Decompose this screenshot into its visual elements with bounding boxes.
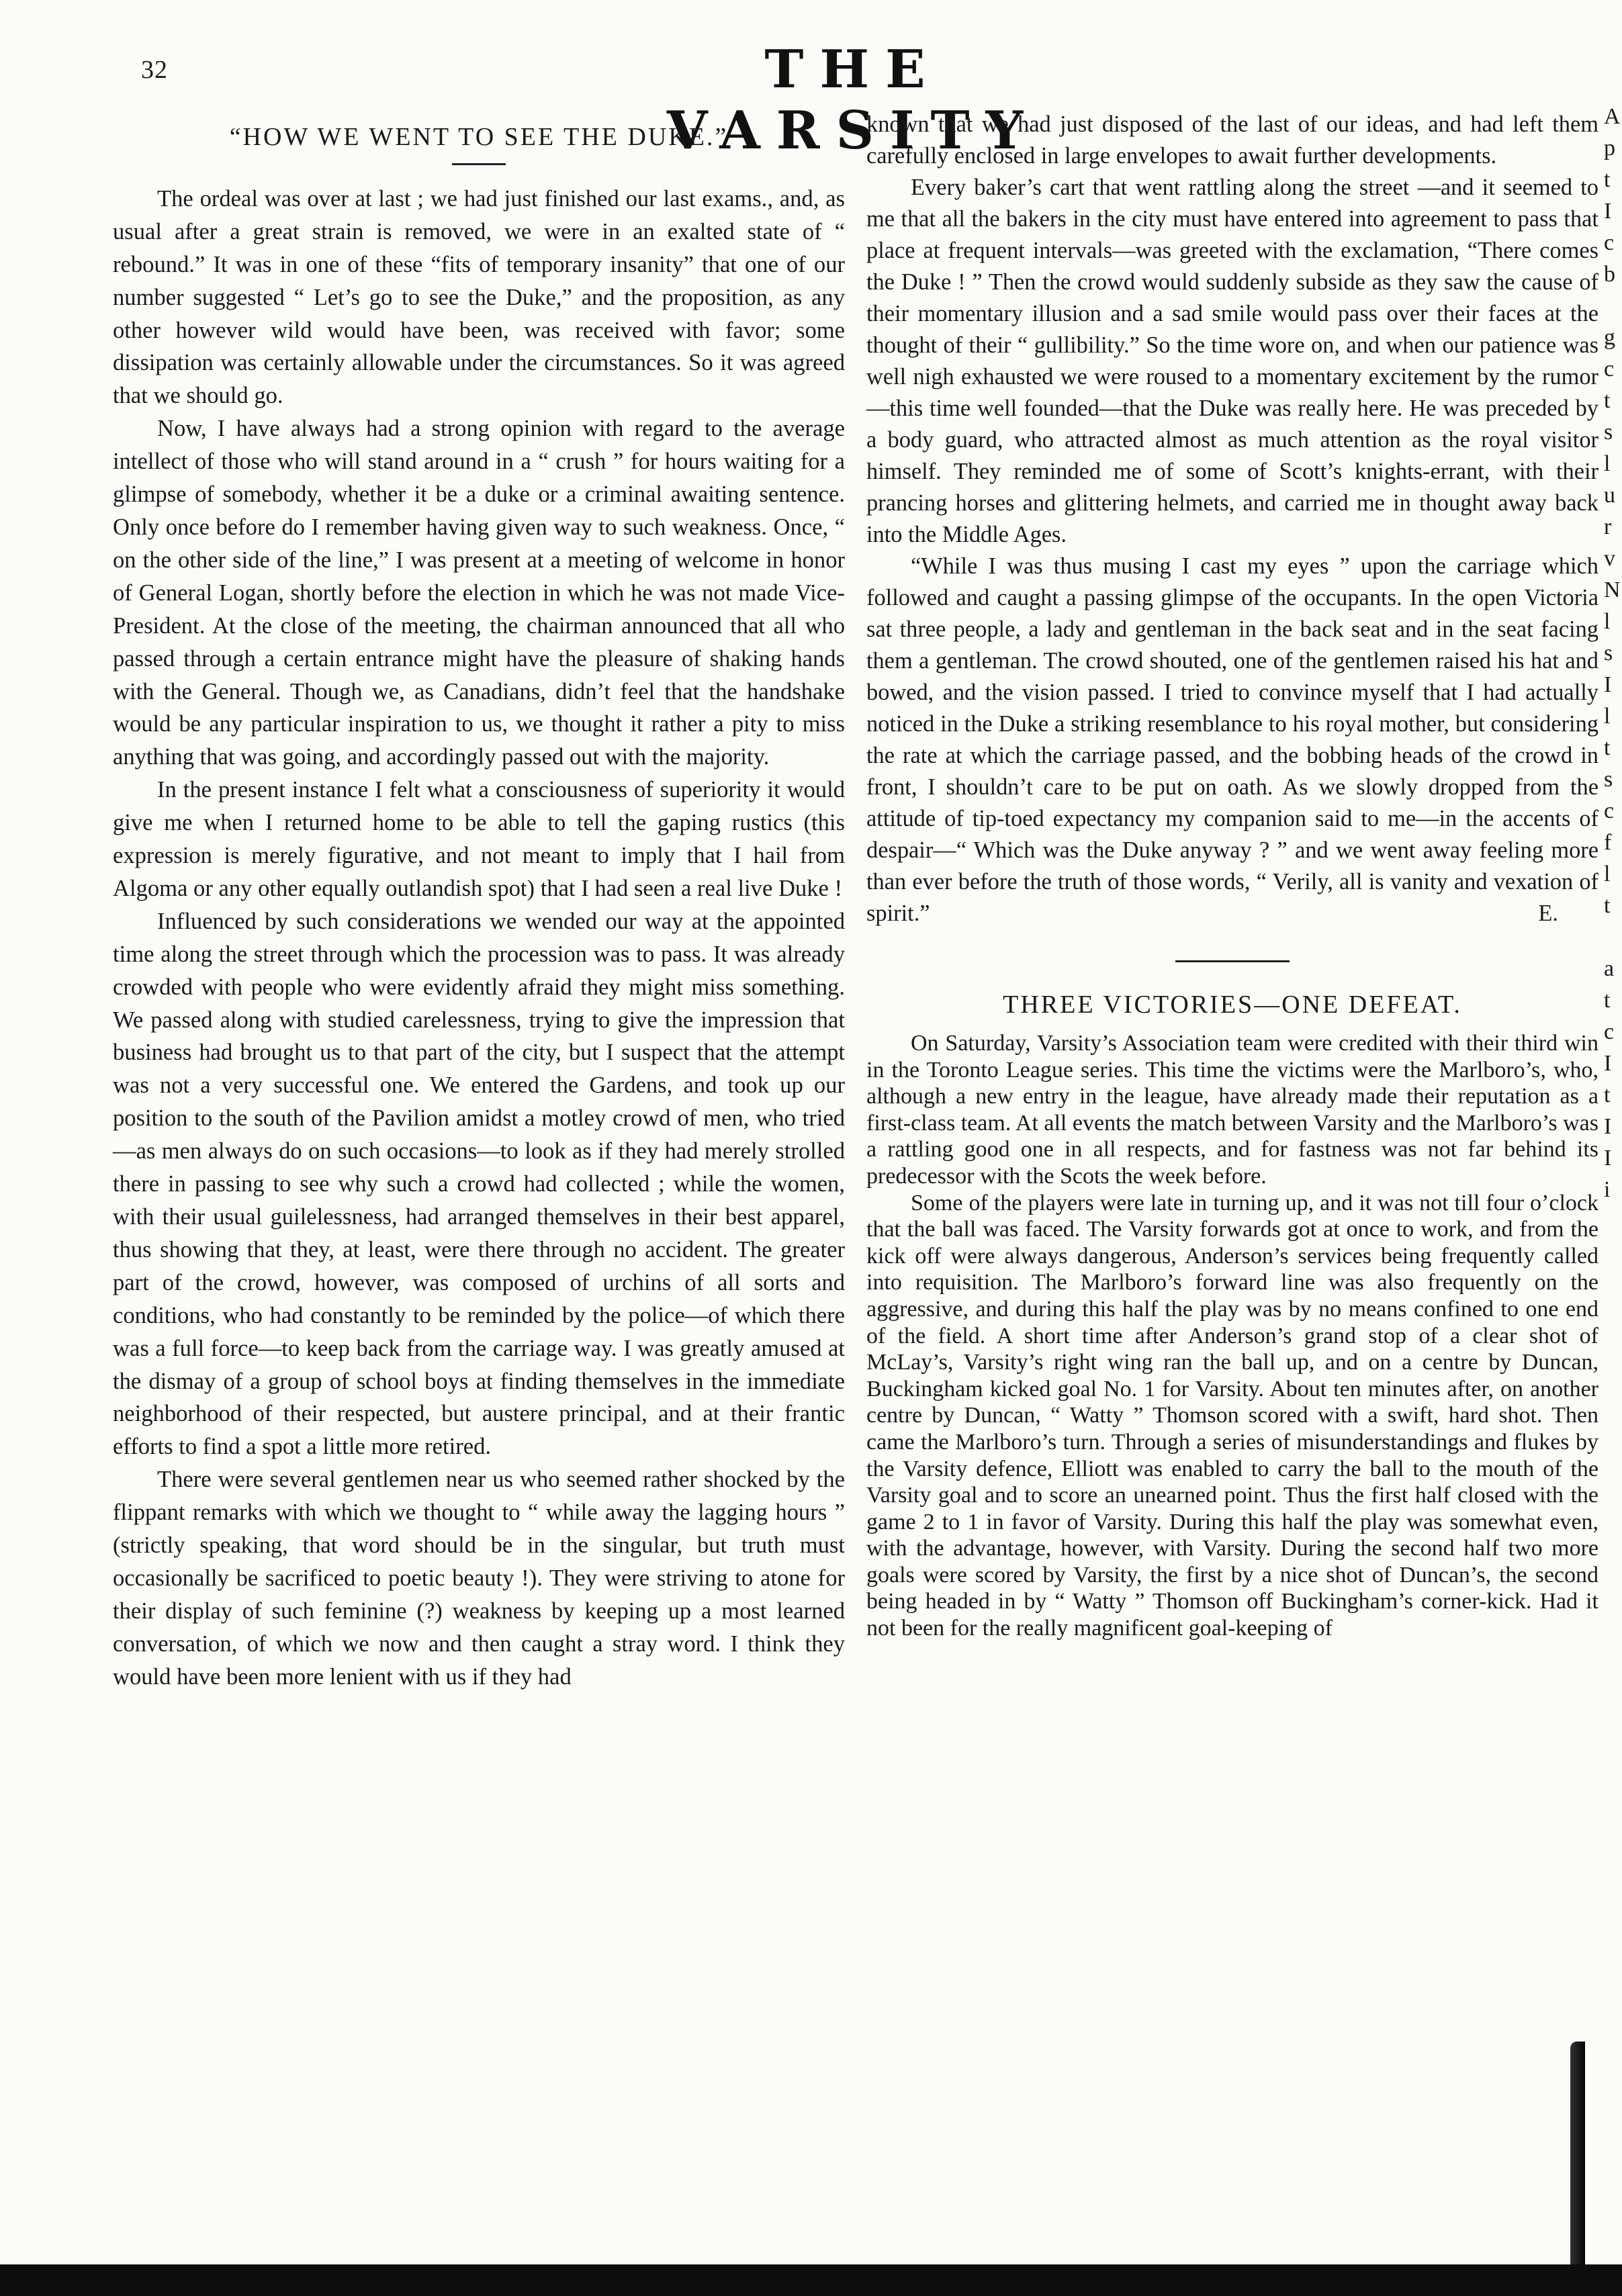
edge-letter: l (1604, 451, 1611, 476)
article-paragraph: Influenced by such considerations we wended our way at the appointed time along the street through which the procession was to pass. It was already crowded with people who were evidently afraid they might miss something. We passed along with studied carelessness, trying to give the impression that business had brought us to that part of the city, but I suspect that the attempt was not a very successful one. We entered the Gardens, and took up our position to the south of the Pavilion amidst a motley crowd of men, who tried—as men always do on such occasions—to look as if they had merely strolled there in passing to see why such a crowd had collected ; while the women, with their usual guilelessness, had arranged themselves in their best apparel, thus showing that they, at least, were there through no accident. The greater part of the crowd, however, was composed of urchins of all sorts and conditions, who had constantly to be reminded by the police—of which there was a full force—to keep back from the carriage way. I was greatly amused at the dismay of a group of school boys at finding themselves in the immediate neighborhood of their respected, but austere principal, and at their frantic efforts to find a spot a little more retired. (113, 908, 845, 1460)
edge-letter: s (1604, 767, 1613, 792)
edge-letter: t (1604, 893, 1611, 918)
edge-letter: s (1604, 641, 1613, 665)
article-paragraph: There were several gentlemen near us who seemed rather shocked by the flippant remarks with which we thought to “ while away the lagging hours ” (strictly speaking, that word should be in the singular, but truth must occasionally be sacrificed to poetic beauty !). They were striving to atone for their display of such feminine (?) weakness by keeping up a most learned conversation, of which we now and then caught a stray word. I think they would have been more lenient with us if they had (113, 1467, 845, 1690)
article-signature: E. (1538, 901, 1558, 926)
edge-letter: t (1604, 167, 1611, 192)
article-paragraph: Now, I have always had a strong opinion with regard to the average intellect of those who will stand around in a “ crush ” for hours waiting for a glimpse of somebody, whether it be a duke or a criminal awaiting sentence. Only once before do I remember having given way to such weakness. Once, “ on the other side of the line,” I was present at a meeting of welcome in honor of General Logan, shortly before the election in which he was not made Vice-President. At the close of the meeting, the chairman announced that all who passed through a certain entrance might have the pleasure of shaking hands with the General. Though we, as Canadians, didn’t feel that the handshake would be any particular inspiration to us, we thought it rather a pity to miss anything that was going, and accordingly passed out with the majority. (113, 416, 845, 770)
edge-letter: I (1604, 199, 1612, 224)
article-title: “HOW WE WENT TO SEE THE DUKE.” (229, 123, 729, 151)
adjacent-page-edge (1604, 101, 1622, 1205)
edge-letter: c (1604, 798, 1615, 823)
edge-letter: i (1604, 1177, 1611, 1202)
left-column (113, 113, 845, 1694)
edge-letter: t (1604, 1083, 1611, 1107)
edge-letter: p (1604, 136, 1615, 160)
edge-letter: I (1604, 1051, 1612, 1076)
page-number: 32 (141, 56, 168, 84)
article-title: THREE VICTORIES—ONE DEFEAT. (1003, 991, 1462, 1019)
edge-letter: g (1604, 325, 1615, 350)
edge-letter: I (1604, 672, 1612, 697)
article-paragraph: On Saturday, Varsity’s Association team were credited with their third win in the Toronto League series. This time the victims were the Marlboro’s, who, although a new entry in the league, have already made their reputation as a first-class team. At all events the match between Varsity and the Marlboro’s was a rattling good one in all respects, and for fastness was not far behind its predecessor with the Scots the week before. (866, 1031, 1598, 1189)
masthead: THE VARSITY (666, 39, 1040, 161)
article-paragraph: In the present instance I felt what a consciousness of superiority it would give me when I returned home to be able to tell the gaping rustics (this expression is merely figurative, and not meant to imply that I hail from Algoma or any other equally outlandish spot) that I had seen a real live Duke ! (113, 777, 845, 901)
edge-letter: l (1604, 862, 1611, 886)
edge-letter: t (1604, 388, 1611, 413)
article-paragraph-text: “While I was thus musing I cast my eyes ” upon the carriage which followed and caught a passing glimpse of the occupants. In the open Victoria sat three people, a lady and gentleman in the back seat and in the seat facing them a gentleman. The crowd shouted, one of the gentlemen raised his hat and bowed, and the vision passed. I tried to convince myself that I had actually noticed in the Duke a striking resemblance to his royal mother, but considering the rate at which the carriage passed, and the bobbing heads of the crowd in front, I shouldn’t care to be put on oath. As we slowly dropped from the attitude of tip-toed expectancy my companion said to me—in the accents of despair—“ Which was the Duke anyway ? ” and we went away feeling more than ever before the truth of those words, “ Verily, all is vanity and vexation of spirit.” (866, 553, 1598, 926)
edge-letter (1604, 921, 1622, 953)
edge-letter: c (1604, 357, 1615, 381)
scan-bottom-border (0, 2264, 1622, 2296)
edge-letter: a (1604, 956, 1615, 981)
section-rule (1175, 960, 1290, 962)
edge-letter: v (1604, 546, 1615, 571)
article-paragraph: Every baker’s cart that went rattling along the street —and it seemed to me that all the bakers in the city must have entered into agreement to pass that place at frequent intervals—was greeted with the exclamation, “There comes the Duke ! ” Then the crowd would suddenly subside as they saw the cause of their momentary illusion and a sad smile would pass over their faces at the thought of their “ gullibility.” So the time wore on, and when our patience was well nigh exhausted we were roused to a momentary excitement by the rumor—this time well founded—that the Duke was really here. He was preceded by a body guard, who attracted almost as much attention as the royal visitor himself. They reminded me of some of Scott’s knights-errant, with their prancing horses and glittering helmets, and carried me in thought away back into the Middle Ages. (866, 175, 1598, 547)
article-paragraph: The ordeal was over at last ; we had just finished our last exams., and, as usual after a great strain is removed, we were in an exalted state of “ rebound.” It was in one of these “fits of temporary insanity” that one of our number suggested “ Let’s go to see the Duke,” and the proposition, as any other however wild would have been, was received with favor; some dissipation was certainly allowable under the circumstances. So it was agreed that we should go. (113, 185, 845, 409)
article-paragraph: Some of the players were late in turning up, and it was not till four o’clock that the ball was faced. The Varsity forwards got at once to work, and from the kick off were always dangerous, Anderson’s services being frequently called into requisition. The Marlboro’s forward line was also frequently on the aggressive, and during this half the play was by no means confined to one end of the field. A short time after Anderson’s grand stop of a clear shot of McLay’s, Varsity’s right wing ran the ball up, and on a centre by Duncan, Buckingham kicked goal No. 1 for Varsity. About ten minutes after, on another centre by Duncan, “ Watty ” Thomson scored with a swift, hard shot. Then came the Marlboro’s turn. Through a series of misunderstandings and flukes by the Varsity defence, Elliott was enabled to carry the ball to the mouth of the Varsity goal and to score an unearned point. Thus the first half closed with the game 2 to 1 in favor of Varsity. During this half the play was somewhat even, with the advantage, however, with Varsity. During the second half two more goals were scored by Varsity, the first by a nice shot of Duncan’s, the second being headed in by “ Watty ” Thomson off Buckingham’s corner-kick. Had it not been for the really magnificent goal-keeping of (866, 1190, 1598, 1641)
edge-letter: I (1604, 1146, 1612, 1170)
edge-letter: c (1604, 230, 1615, 255)
match-report (866, 1030, 1598, 1642)
binding-shadow (1570, 2041, 1585, 2266)
edge-letter: N (1604, 578, 1621, 602)
edge-letter: l (1604, 704, 1611, 729)
edge-letter (1604, 290, 1622, 322)
edge-letter: l (1604, 609, 1611, 634)
article-paragraph (866, 551, 1598, 929)
edge-letter: f (1604, 830, 1612, 855)
edge-letter: b (1604, 262, 1615, 287)
edge-letter: u (1604, 483, 1615, 508)
edge-letter: r (1604, 514, 1612, 539)
edge-letter: t (1604, 735, 1611, 760)
edge-letter: A (1604, 104, 1621, 129)
right-column (866, 109, 1598, 1642)
edge-letter: c (1604, 1019, 1615, 1044)
edge-letter: I (1604, 1114, 1612, 1139)
title-rule (452, 163, 506, 165)
article-paragraph: known that we had just disposed of the last of our ideas, and had left them carefully enclosed in large envelopes to await further developments. (866, 111, 1598, 169)
edge-letter: t (1604, 988, 1611, 1013)
edge-letter: s (1604, 420, 1613, 445)
